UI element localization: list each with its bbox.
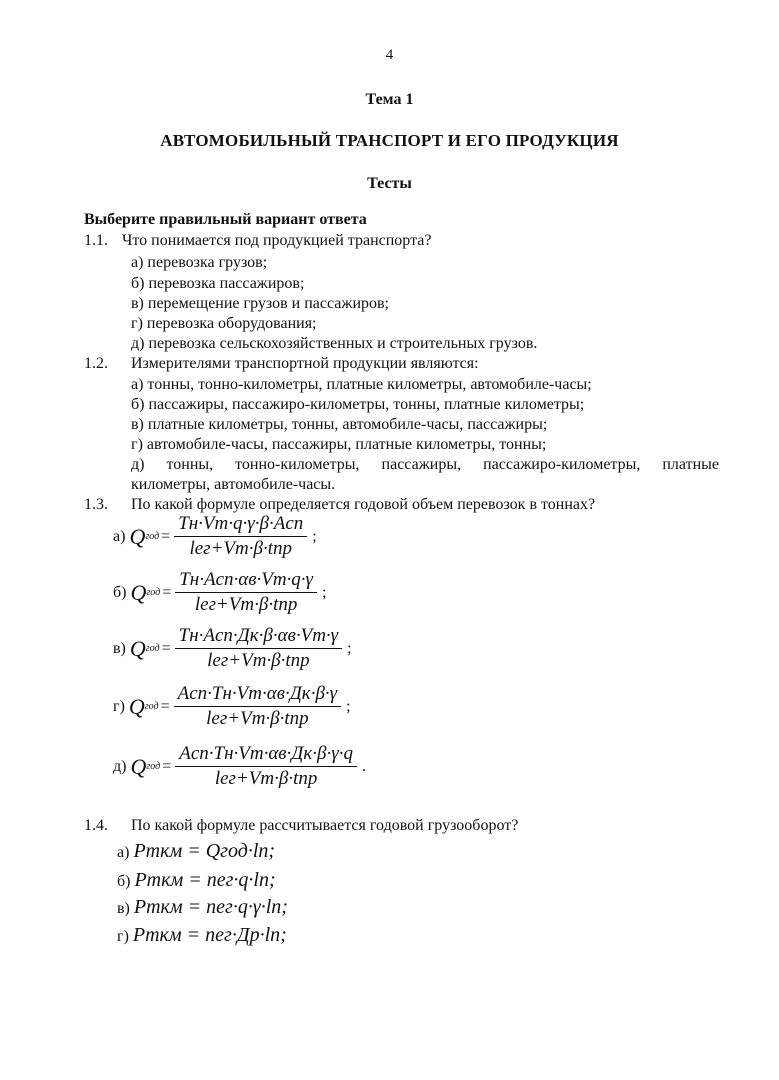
answer-option: д) перевозка сельскохозяйственных и строительных грузов. [131, 335, 538, 352]
formula-b: б) Q год = $\frac{\text{Tн·Aсп·αв·Vт·q·γ}}{\text{lег+Vт·β·tпр}}$ ; [113, 569, 327, 615]
formula-lhs-sub: год [145, 643, 160, 654]
formula-lhs-sub: год [146, 587, 161, 598]
denominator: lег+Vт·β·tпр [214, 768, 318, 789]
denominator: lег+Vт·β·tпр [206, 708, 309, 729]
page-number: 4 [385, 47, 394, 63]
formula-a [117, 840, 275, 863]
formula-expression: Pткм = nег·Др·lп; [132, 924, 287, 946]
formula-label: д) [113, 757, 127, 775]
formula-label: в) [117, 900, 130, 917]
question-number: 1.4. [84, 817, 108, 834]
topic-heading: Тема 1 [365, 91, 414, 108]
denominator: lег+Vт·β·tпр [194, 594, 298, 615]
fraction [174, 513, 307, 560]
answer-option-continuation: километры, автомобиле-часы. [131, 476, 336, 493]
numerator: Aсп·Tн·Vт·αв·Дк·β·γ [174, 683, 342, 707]
fraction [174, 683, 342, 730]
formula-c: в) Q год = $\frac{\text{Tн·Aсп·Дк·β·αв·Vт·γ}}{\text{lег+Vт·β·tпр}}$ ; [113, 625, 352, 671]
formula-tail: ; [312, 527, 317, 545]
numerator: Aсп·Tн·Vт·αв·Дк·β·γ·q [175, 743, 357, 767]
answer-option: г) перевозка оборудования; [131, 315, 317, 332]
formula-label: б) [113, 583, 127, 601]
formula-e: д) Q год = $\frac{\text{Aсп·Tн·Vт·αв·Дк·β·γ·q}}{\text{lег+Vт·β·tпр}}$ . [113, 743, 366, 789]
formula-lhs: Q [128, 693, 145, 719]
fraction [175, 625, 343, 672]
fraction [175, 569, 317, 616]
formula-expression: Pткм = nег·q·lп; [134, 869, 276, 891]
question-text: Что понимается под продукцией транспорта? [122, 232, 432, 249]
formula-lhs-sub: год [146, 761, 161, 772]
section-subtitle: Тесты [367, 175, 412, 192]
page-title: АВТОМОБИЛЬНЫЙ ТРАНСПОРТ И ЕГО ПРОДУКЦИЯ [160, 131, 619, 150]
fraction [175, 743, 357, 790]
formula-tail: ; [347, 639, 352, 657]
answer-option: в) перемещение грузов и пассажиров; [131, 295, 389, 312]
numerator: Tн·Vт·q·γ·β·Aсп [174, 513, 307, 537]
answer-option: а) перевозка грузов; [131, 254, 268, 271]
answer-option: д) тонны, тонно-километры, пассажиры, пассажиро-километры, платные [131, 456, 719, 473]
formula-d: г) Q год = $\frac{\text{Aсп·Tн·Vт·αв·Дк·β·γ}}{\text{lег+Vт·β·tпр}}$ ; [113, 683, 351, 729]
formula-tail: ; [322, 583, 327, 601]
formula-lhs-sub: год [145, 531, 160, 542]
formula-expression: Pткм = nег·q·γ·lп; [133, 896, 288, 918]
question-text: Измерителями транспортной продукции являются: [131, 355, 479, 372]
formula-d [117, 924, 287, 947]
formula-label: а) [113, 527, 126, 545]
formula-tail: . [361, 757, 366, 775]
formula-lhs: Q [130, 579, 147, 605]
instruction: Выберите правильный вариант ответа [84, 211, 367, 228]
formula-label: в) [113, 639, 126, 657]
denominator: lег+Vт·β·tпр [189, 538, 292, 559]
numerator: Tн·Aсп·αв·Vт·q·γ [175, 569, 317, 593]
formula-label: г) [113, 697, 125, 715]
answer-option: в) платные километры, тонны, автомобиле-часы, пассажиры; [131, 416, 548, 433]
formula-expression: Pткм = Qгод·lп; [133, 840, 276, 862]
formula-a: а) Q год = $\frac{\text{Tн·Vт·q·γ·β·Aсп}}{\text{lег+Vт·β·tпр}}$ ; [113, 513, 317, 559]
formula-tail: ; [346, 697, 351, 715]
formula-label: б) [117, 873, 131, 890]
answer-option: б) пассажиры, пассажиро-километры, тонны, платные километры; [131, 396, 585, 413]
formula-b [117, 869, 276, 892]
formula-lhs-sub: год [144, 701, 159, 712]
formula-lhs: Q [129, 523, 146, 549]
numerator: Tн·Aсп·Дк·β·αв·Vт·γ [175, 625, 343, 649]
question-number: 1.2. [84, 355, 108, 372]
answer-option: б) перевозка пассажиров; [131, 275, 305, 292]
question-number: 1.1. [84, 232, 108, 249]
formula-lhs: Q [130, 753, 147, 779]
question-text: По какой формуле определяется годовой объем перевозок в тоннах? [131, 496, 596, 513]
question-number: 1.3. [84, 496, 108, 513]
answer-option: г) автомобиле-часы, пассажиры, платные километры, тонны; [131, 436, 547, 453]
question-text: По какой формуле рассчитывается годовой грузооборот? [131, 817, 519, 834]
formula-lhs: Q [129, 635, 146, 661]
formula-label: а) [117, 844, 130, 861]
denominator: lег+Vт·β·tпр [207, 650, 310, 671]
formula-label: г) [117, 928, 129, 945]
answer-option: а) тонны, тонно-километры, платные километры, автомобиле-часы; [131, 376, 592, 393]
formula-c [117, 896, 288, 919]
